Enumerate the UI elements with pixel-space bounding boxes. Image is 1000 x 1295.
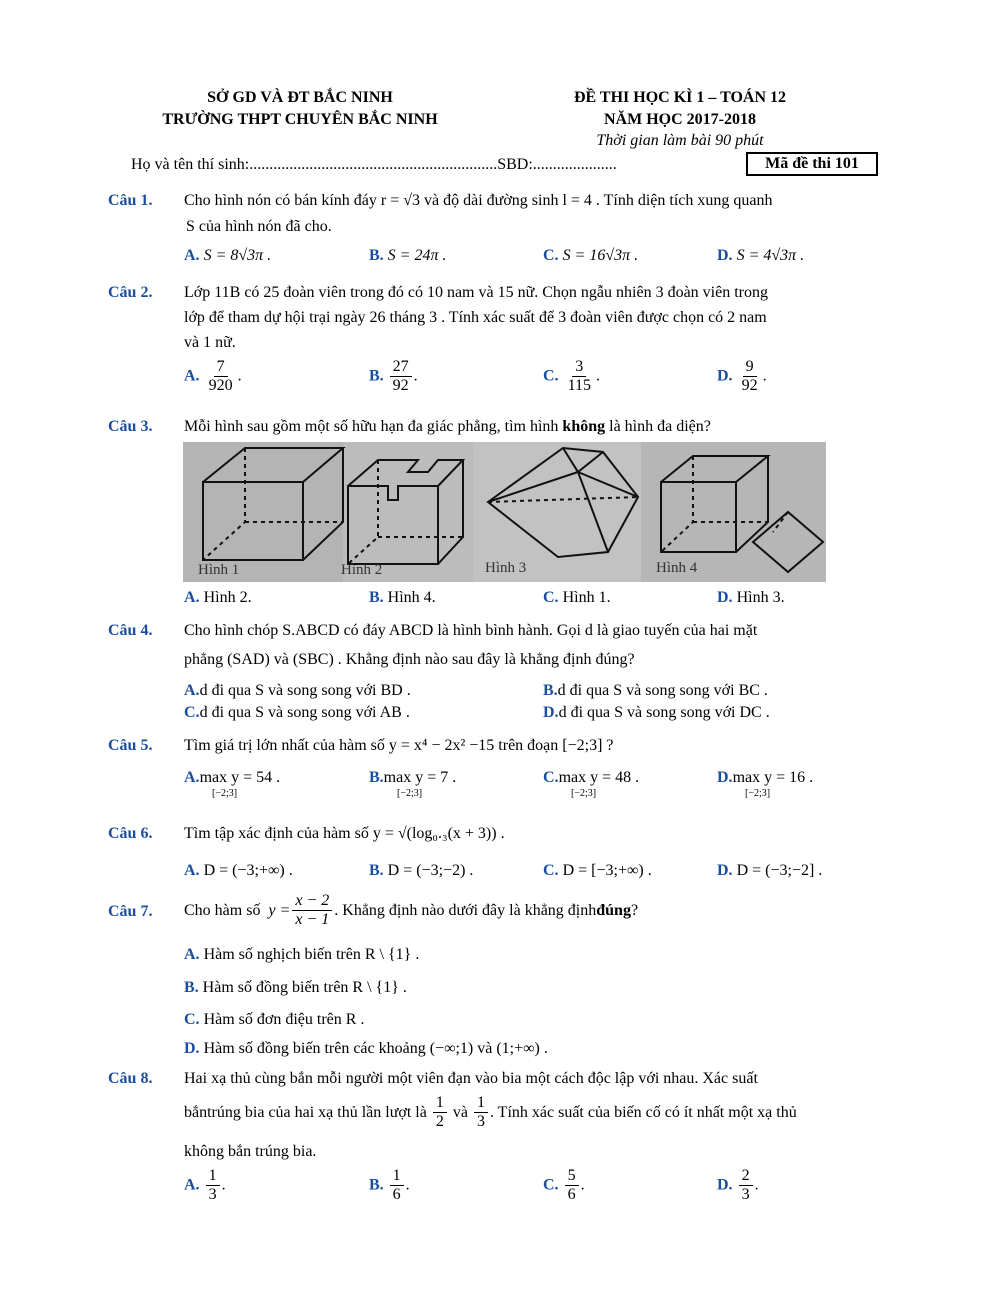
fraction-denominator: 920 [208,377,233,395]
option-text: d đi qua S và song song với AB . [199,704,410,721]
fraction-numerator: x − 2 [292,892,332,911]
answer-option[interactable] [717,247,804,265]
option-text: max y = 54 . [199,769,281,786]
option-key: B. [184,979,199,996]
question-text-part: là hình đa diện? [605,418,711,435]
answer-option[interactable] [369,589,436,607]
answer-option[interactable] [184,1040,548,1058]
option-text: d đi qua S và song song với BC . [557,682,768,699]
option-key: C. [543,367,559,385]
option-key: C. [543,769,559,786]
question-text-part: bắntrúng bia của hai xạ thủ lần lượt là [184,1103,427,1121]
answer-option[interactable] [543,862,652,880]
question-text-part: Cho hàm số [184,901,261,919]
question-text: Cho hình chóp S.ABCD có đáy ABCD là hình bình hành. Gọi d là giao tuyến của hai mặt [184,622,758,639]
option-text: Hàm số nghịch biến trên R \ {1} . [203,946,420,963]
option-key: B. [369,589,384,606]
answer-option[interactable] [543,769,639,799]
fraction-numerator: 5 [565,1167,579,1186]
fraction-denominator: x − 1 [295,911,330,929]
figure-label: Hình 4 [656,560,698,576]
fraction-numerator: 27 [390,358,412,377]
fraction-numerator: 2 [739,1167,753,1186]
option-text: Hình 1. [562,589,611,606]
fraction [433,1094,447,1132]
answer-option[interactable] [717,769,813,799]
option-key: A. [184,946,200,963]
option-subscript: [−2;3] [745,788,771,799]
option-key: C. [543,589,559,606]
option-key: C. [543,247,559,264]
answer-option[interactable]: A. $\frac{1}{3}$ . [184,1167,226,1204]
fraction [474,1094,488,1132]
option-key: A. [184,367,200,385]
option-key: A. [184,769,200,786]
option-text: d đi qua S và song song với DC . [558,704,770,721]
fraction [565,1167,579,1205]
option-key: D. [717,589,733,606]
fraction-denominator: 6 [567,1186,576,1204]
question-label: Câu 2. [108,284,153,301]
answer-option[interactable] [184,769,280,799]
question-text [184,1094,797,1132]
answer-option[interactable] [184,979,407,997]
option-key: B. [369,247,384,264]
answer-option[interactable] [543,589,611,607]
option-key: C. [184,1011,200,1028]
fraction-numerator: 1 [433,1094,447,1113]
fraction-denominator: 3 [476,1113,485,1131]
option-text: Hình 4. [387,589,436,606]
question-text-emphasis: không [562,418,606,435]
answer-option[interactable] [543,682,768,700]
question-text-part: ? [630,901,639,919]
exam-title: ĐỀ THI HỌC KÌ 1 – TOÁN 12 [573,89,787,106]
question-text: S của hình nón đã cho. [186,218,332,235]
option-text: D = (−3;−2] . [736,862,823,879]
option-key: B. [369,769,384,786]
fraction-denominator: 3 [208,1186,217,1204]
option-key: B. [369,862,384,879]
option-text: S = 24π . [387,247,447,264]
option-key: B. [543,682,558,699]
fraction [390,1167,404,1205]
question-text [184,418,711,436]
fraction [206,1167,220,1205]
answer-option[interactable] [717,862,822,880]
answer-option[interactable] [184,589,252,607]
fraction-denominator: 2 [435,1113,444,1131]
question-text [184,892,638,930]
fraction-numerator: 1 [474,1094,488,1113]
option-text: S = 4√3π . [736,247,805,264]
figure-label: Hình 1 [198,562,240,578]
question-text: và 1 nữ. [184,334,236,351]
question-label: Câu 7. [108,903,153,920]
time-limit: Thời gian làm bài 90 phút [596,132,764,149]
question-text-part: . Khẳng định nào dưới đây là khẳng định [334,901,597,919]
question-text-part: và [452,1103,468,1121]
answer-option[interactable] [184,704,410,722]
question-text-emphasis: đúng [596,901,631,919]
figure-label: Hình 3 [485,560,527,576]
question-text: Tìm tập xác định của hàm số y = √(log₀.₃(x + 3)) . [184,825,505,842]
question-label: Câu 6. [108,825,153,842]
fraction-denominator: 3 [741,1186,750,1204]
option-text: S = 8√3π . [203,247,272,264]
question-text-part: Mỗi hình sau gồm một số hữu hạn đa giác phẳng, tìm hình [184,418,563,435]
question-text: lớp để tham dự hội trại ngày 26 tháng 3 . Tính xác suất để 3 đoàn viên được chọn có 2 nam [184,309,767,326]
option-text: D = (−3;−2) . [387,862,474,879]
option-text: D = (−3;+∞) . [203,862,293,879]
answer-option[interactable]: C. $\frac{3}{115}$ . [543,358,600,395]
answer-option[interactable] [717,589,785,607]
option-text: max y = 16 . [732,769,814,786]
fraction-numerator: 1 [390,1167,404,1186]
question-label: Câu 3. [108,418,153,435]
fraction-denominator: 6 [392,1186,401,1204]
option-text: Hàm số đơn điệu trên R . [203,1011,365,1028]
option-key: A. [184,247,200,264]
answer-option[interactable] [369,769,456,799]
fraction-numerator: 7 [214,358,228,377]
answer-option[interactable] [184,1011,364,1029]
answer-option[interactable] [543,247,638,265]
option-key: D. [543,704,559,721]
option-key: A. [184,1176,200,1194]
fraction [206,358,236,396]
option-key: A. [184,682,200,699]
option-text: Hình 2. [203,589,252,606]
option-key: B. [369,367,384,385]
option-key: B. [369,1176,384,1194]
fraction-numerator: 9 [743,358,757,377]
option-key: C. [184,704,200,721]
question-text: Cho hình nón có bán kính đáy r = √3 và độ dài đường sinh l = 4 . Tính diện tích xung quanh [184,192,773,209]
question-text: Lớp 11B có 25 đoàn viên trong đó có 10 nam và 15 nữ. Chọn ngẫu nhiên 3 đoàn viên trong [184,284,768,301]
question-label: Câu 5. [108,737,153,754]
option-text: Hàm số đồng biến trên các khoảng (−∞;1) và (1;+∞) . [203,1040,548,1057]
answer-option[interactable]: C. $\frac{5}{6}$ . [543,1167,585,1204]
option-key: D. [717,247,733,264]
answer-option[interactable] [369,247,446,265]
question-label: Câu 1. [108,192,153,209]
polyhedra-figure [183,442,826,582]
option-text: Hình 3. [736,589,785,606]
option-text: D = [−3;+∞) . [562,862,652,879]
fraction-denominator: 115 [567,377,591,395]
question-text: Hai xạ thủ cùng bắn mỗi người một viên đạn vào bia một cách độc lập với nhau. Xác suất [184,1070,758,1087]
question-label: Câu 4. [108,622,153,639]
polyhedra-drawing [183,442,826,582]
fraction [390,358,412,396]
answer-option[interactable] [184,946,419,964]
option-text: max y = 7 . [383,769,457,786]
answer-option[interactable] [184,682,411,700]
option-key: D. [717,769,733,786]
option-subscript: [−2;3] [571,788,597,799]
exam-code-box: Mã đề thi 101 [746,152,878,176]
question-text: không bắn trúng bia. [184,1143,317,1160]
option-subscript: [−2;3] [397,788,423,799]
option-key: C. [543,1176,559,1194]
fraction [739,1167,753,1205]
answer-option[interactable] [369,862,473,880]
fraction-denominator: 92 [741,377,758,395]
answer-option[interactable]: D. $\frac{9}{92}$ . [717,358,767,395]
student-info-line: Họ và tên thí sinh:..............................................................SBD:..................... [131,156,617,173]
answer-option[interactable] [184,247,271,265]
option-text: Hàm số đồng biến trên R \ {1} . [202,979,407,996]
option-subscript: [−2;3] [212,788,238,799]
option-text: d đi qua S và song song với BD . [199,682,411,699]
fraction [739,358,761,396]
answer-option[interactable] [184,862,293,880]
school-department: SỞ GD VÀ ĐT BẮC NINH [207,89,393,106]
option-key: D. [717,862,733,879]
option-key: C. [543,862,559,879]
option-key: D. [717,1176,733,1194]
answer-option[interactable]: B. $\frac{27}{92}$ . [369,358,418,395]
answer-option[interactable]: D. $\frac{2}{3}$ . [717,1167,759,1204]
school-name: TRƯỜNG THPT CHUYÊN BẮC NINH [162,111,438,128]
answer-option[interactable] [543,704,770,722]
fraction [565,358,594,396]
school-year: NĂM HỌC 2017-2018 [604,111,756,128]
answer-option[interactable]: A. $\frac{7}{920}$ . [184,358,242,395]
option-key: A. [184,589,200,606]
fraction-numerator: 1 [206,1167,220,1186]
answer-option[interactable]: B. $\frac{1}{6}$ . [369,1167,410,1204]
question-text-part: . Tính xác suất của biến cố có ít nhất một xạ thủ [489,1103,797,1121]
option-key: A. [184,862,200,879]
option-key: D. [717,367,733,385]
fraction-denominator: 92 [392,377,409,395]
fraction-numerator: 3 [572,358,586,377]
question-label: Câu 8. [108,1070,153,1087]
option-text: max y = 48 . [558,769,640,786]
option-text: S = 16√3π . [562,247,639,264]
function-fraction [292,892,332,930]
question-text: Tìm giá trị lớn nhất của hàm số y = x⁴ − 2x² −15 trên đoạn [−2;3] ? [184,737,614,754]
function-lhs: y = [268,901,291,919]
option-key: D. [184,1040,200,1057]
question-text: phẳng (SAD) và (SBC) . Khẳng định nào sau đây là khẳng định đúng? [184,651,635,668]
figure-label: Hình 2 [341,562,383,578]
